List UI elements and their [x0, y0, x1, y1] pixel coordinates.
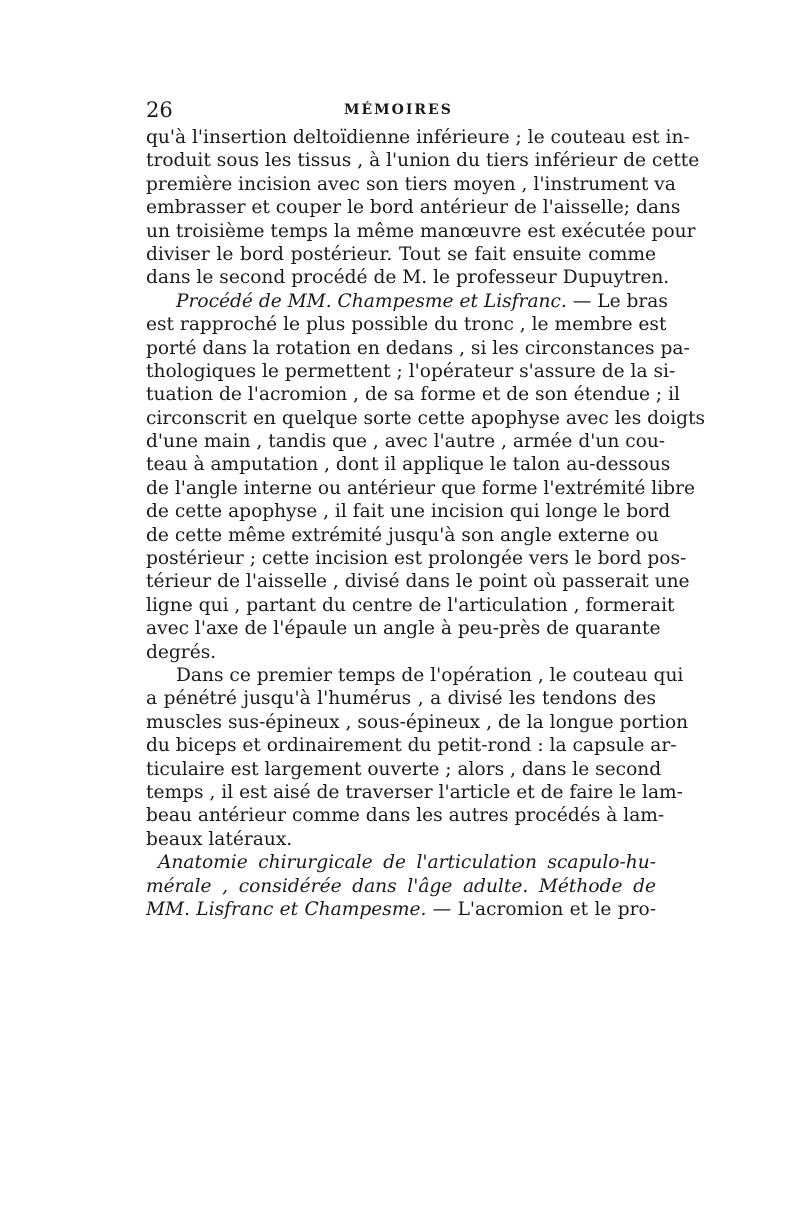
text-run: ligne qui , partant du centre de l'articulation , formerait [146, 594, 675, 616]
text-line [146, 266, 670, 289]
text-run: troduit sous les tissus , à l'union du tiers inférieur de cette [146, 150, 700, 172]
text-line [146, 711, 689, 734]
text-line [146, 477, 695, 500]
text-line [146, 173, 676, 196]
text-line [146, 524, 659, 547]
text-run: embrasser et couper le bord antérieur de l'aisselle; dans [146, 197, 681, 219]
text-line [146, 337, 690, 360]
text-run: — L'acromion et le pro- [426, 898, 656, 920]
text-run: première incision avec son tiers moyen , l'instrument va [146, 173, 676, 195]
text-run: avec l'axe de l'épaule un angle à peu-près de quarante [146, 618, 661, 640]
text-run: du biceps et ordinairement du petit-rond : la capsule ar- [146, 735, 677, 757]
text-run: teau à amputation , dont il applique le talon au-dessous [146, 454, 671, 476]
running-title: MÉMOIRES [344, 102, 453, 118]
text-line [146, 313, 667, 336]
text-line [146, 875, 656, 898]
text-line [146, 758, 662, 781]
text-run: est rapproché le plus possible du tronc , le membre est [146, 314, 667, 336]
text-line [146, 641, 656, 664]
text-line [146, 383, 680, 406]
text-run: dans le second procédé de M. le professeur Dupuytren. [146, 267, 670, 289]
text-line [146, 360, 676, 383]
italic-text: Anatomie chirurgicale de l'articulation scapulo-hu- [158, 852, 656, 874]
text-run: un troisième temps la même manœuvre est exécutée pour [146, 220, 696, 242]
text-line [146, 430, 666, 453]
text-run: beaux latéraux. [146, 828, 293, 850]
text-line [146, 804, 665, 827]
text-run: muscles sus-épineux , sous-épineux , de la longue portion [146, 711, 689, 733]
text-run: Dans ce premier temps de l'opération , le couteau qui [176, 664, 684, 686]
text-run: qu'à l'insertion deltoïdienne inférieure ; le couteau est in- [146, 127, 690, 148]
italic-text: MM. Lisfranc et Champesme. [146, 898, 427, 920]
text-line [146, 734, 677, 757]
text-run: thologiques le permettent ; l'opérateur s'assure de la si- [146, 360, 676, 382]
text-line [146, 828, 656, 851]
text-run: de cette apophyse , il fait une incision qui longe le bord [146, 501, 671, 523]
text-line [146, 570, 690, 593]
text-line [146, 500, 671, 523]
text-line [146, 547, 687, 570]
text-run: d'une main , tandis que , avec l'autre , armée d'un cou- [146, 431, 666, 453]
text-run: — Le bras [566, 290, 668, 312]
text-line [146, 851, 656, 874]
text-line [146, 898, 656, 921]
text-line [146, 407, 706, 430]
text-run: térieur de l'aisselle , divisé dans le point où passerait une [146, 571, 690, 593]
text-line [146, 453, 671, 476]
page-number: 26 [146, 98, 173, 122]
italic-text: mérale , considérée dans l'âge adulte. Méthode de [146, 875, 656, 897]
text-line [146, 149, 700, 172]
text-run: circonscrit en quelque sorte cette apophyse avec les doigts [146, 407, 706, 429]
body-text [146, 126, 706, 921]
text-line [146, 126, 690, 149]
text-run: postérieur ; cette incision est prolongée vers le bord pos- [146, 548, 687, 570]
text-run: diviser le bord postérieur. Tout se fait ensuite comme [146, 243, 656, 265]
text-line [146, 243, 656, 266]
text-run: degrés. [146, 641, 217, 663]
text-run: a pénétré jusqu'à l'humérus , a divisé les tendons des [146, 688, 656, 710]
page-header [146, 98, 656, 124]
text-run: porté dans la rotation en dedans , si les circonstances pa- [146, 337, 690, 359]
text-run: de cette même extrémité jusqu'à son angle externe ou [146, 524, 659, 546]
text-line [146, 687, 656, 710]
text-line [146, 664, 684, 687]
text-line [146, 290, 668, 313]
text-run: beau antérieur comme dans les autres procédés à lam- [146, 805, 665, 827]
text-run: ticulaire est largement ouverte ; alors , dans le second [146, 758, 662, 780]
text-line [146, 220, 696, 243]
text-line [146, 196, 681, 219]
text-line [146, 617, 661, 640]
text-line [146, 594, 675, 617]
text-line [146, 781, 683, 804]
text-run: de l'angle interne ou antérieur que forme l'extrémité libre [146, 477, 695, 499]
italic-text: Procédé de MM. Champesme et Lisfranc. [176, 290, 567, 312]
text-run: tuation de l'acromion , de sa forme et de son étendue ; il [146, 384, 680, 406]
text-run: temps , il est aisé de traverser l'article et de faire le lam- [146, 781, 683, 803]
